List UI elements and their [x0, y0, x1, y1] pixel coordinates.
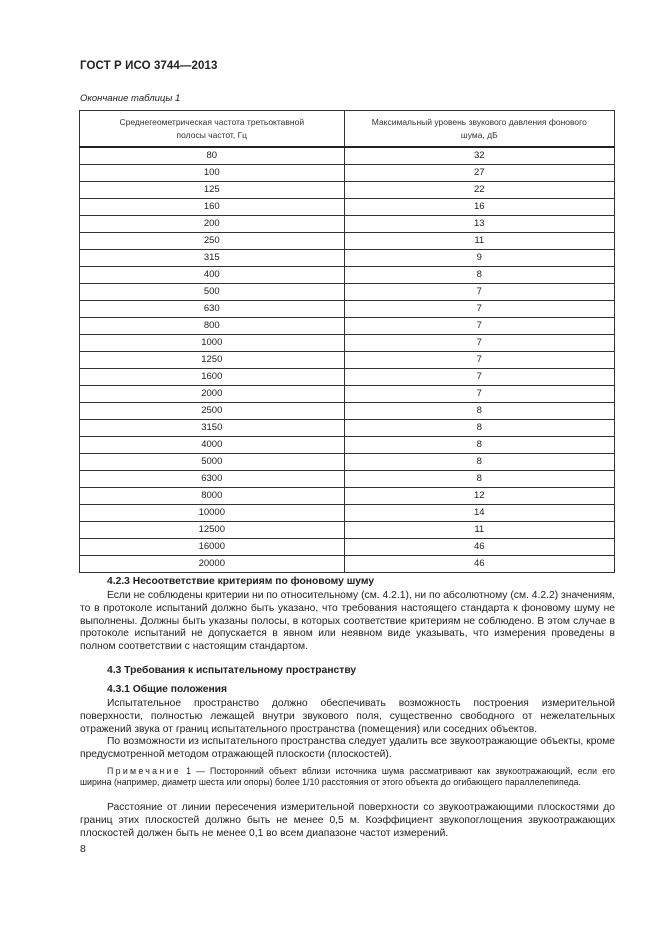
noise-level-cell: 22	[344, 182, 614, 199]
table-row	[80, 386, 615, 403]
table-row	[80, 556, 615, 573]
section-423-heading: 4.2.3 Несоответствие критериям по фоновому шуму	[107, 576, 375, 587]
frequency-cell: 630	[80, 301, 345, 318]
section-431-body	[80, 698, 615, 762]
noise-level-cell: 8	[344, 267, 614, 284]
noise-level-cell: 7	[344, 386, 614, 403]
frequency-cell: 4000	[80, 437, 345, 454]
noise-level-cell: 12	[344, 488, 614, 505]
noise-level-cell: 14	[344, 505, 614, 522]
frequency-cell: 80	[80, 147, 345, 165]
frequency-cell: 6300	[80, 471, 345, 488]
frequency-cell: 1250	[80, 352, 345, 369]
note-block	[80, 766, 615, 788]
column-header-frequency	[80, 111, 345, 148]
column-header-noise-level	[344, 111, 614, 148]
table-row	[80, 267, 615, 284]
table-row	[80, 318, 615, 335]
table-row	[80, 233, 615, 250]
frequency-cell: 16000	[80, 539, 345, 556]
table-row	[80, 403, 615, 420]
frequency-cell: 12500	[80, 522, 345, 539]
table-row	[80, 539, 615, 556]
noise-level-cell: 46	[344, 539, 614, 556]
table-row	[80, 471, 615, 488]
section-431-paragraph-2: По возможности из испытательного пространства следует удалить все звукоотражающие объекты, кроме предусмотренной методом отражающей плоскости (плоскостей).	[80, 736, 615, 761]
section-431-paragraph-1: Испытательное пространство должно обеспечивать возможность построения измерительной поверхности, полностью лежащей внутри звукового поля, существенно свободного от нежелательных отражений звука от границ испытательного пространства (помещения) или соседних объектов.	[80, 698, 615, 735]
table-caption: Окончание таблицы 1	[80, 93, 181, 104]
frequency-cell: 125	[80, 182, 345, 199]
noise-level-cell: 7	[344, 352, 614, 369]
section-431-body-continued	[80, 802, 615, 840]
noise-level-cell: 11	[344, 233, 614, 250]
table-row	[80, 301, 615, 318]
table-row	[80, 335, 615, 352]
page-number: 8	[80, 843, 86, 855]
table-row	[80, 284, 615, 301]
frequency-table	[79, 110, 615, 573]
frequency-cell: 1000	[80, 335, 345, 352]
noise-level-cell: 7	[344, 318, 614, 335]
section-43-heading: 4.3 Требования к испытательному пространству	[107, 665, 357, 676]
table-row	[80, 369, 615, 386]
section-431-paragraph-3: Расстояние от линии пересечения измерительной поверхности со звукоотражающими плоскостями до границ этих плоскостей должно быть не менее 0,5 м. Коэффициент звукопоглощения звукоотражающих плоскостей должен быть не менее 0,1 во всем диапазоне частот измерений.	[80, 802, 615, 839]
frequency-cell: 315	[80, 250, 345, 267]
frequency-cell: 400	[80, 267, 345, 284]
frequency-cell: 10000	[80, 505, 345, 522]
noise-level-cell: 7	[344, 369, 614, 386]
frequency-cell: 160	[80, 199, 345, 216]
frequency-cell: 20000	[80, 556, 345, 573]
noise-level-cell: 27	[344, 165, 614, 182]
frequency-cell: 100	[80, 165, 345, 182]
frequency-cell: 1600	[80, 369, 345, 386]
frequency-cell: 8000	[80, 488, 345, 505]
table-row	[80, 147, 615, 165]
frequency-cell: 2500	[80, 403, 345, 420]
table-header-row	[80, 111, 615, 148]
noise-level-cell: 7	[344, 335, 614, 352]
frequency-cell: 3150	[80, 420, 345, 437]
table-body	[80, 147, 615, 573]
noise-level-cell: 8	[344, 403, 614, 420]
noise-level-cell: 13	[344, 216, 614, 233]
table-row	[80, 437, 615, 454]
noise-level-cell: 8	[344, 420, 614, 437]
table-row	[80, 488, 615, 505]
table-row	[80, 182, 615, 199]
noise-level-cell: 46	[344, 556, 614, 573]
noise-level-cell: 8	[344, 437, 614, 454]
table-row	[80, 165, 615, 182]
frequency-cell: 2000	[80, 386, 345, 403]
noise-level-cell: 11	[344, 522, 614, 539]
frequency-cell: 500	[80, 284, 345, 301]
table-row	[80, 454, 615, 471]
frequency-cell: 5000	[80, 454, 345, 471]
note-text: 1 — Посторонний объект вблизи источника шума рассматривают как звукоотражающий, если его ширина (например, диаметр шеста или опоры) более 1/10 расстояния от этого объекта до огибающего параллелепипеда.	[80, 766, 615, 787]
section-423-paragraph: Если не соблюдены критерии ни по относительному (см. 4.2.1), ни по абсолютному (см. 4.2.2) значениям, то в протоколе испытаний должно быть указано, что требования настоящего стандарта к фоновому шуму не выполнены. Должны быть указаны полосы, в которых соответствие критериям не соблюдено. В этом случае в протоколе испытаний не допускается в явном или неявном виде указывать, что измерения проведены в полном соответствии с настоящим стандартом.	[80, 590, 615, 653]
noise-level-cell: 9	[344, 250, 614, 267]
noise-level-cell: 16	[344, 199, 614, 216]
table-row	[80, 199, 615, 216]
noise-level-cell: 7	[344, 284, 614, 301]
table-row	[80, 352, 615, 369]
page-header: ГОСТ Р ИСО 3744—2013	[80, 60, 218, 72]
noise-level-cell: 7	[344, 301, 614, 318]
column-header-noise-level-text: Максимальный уровень звукового давления фонового шума, дБ	[371, 116, 587, 140]
noise-level-cell: 32	[344, 147, 614, 165]
table-row	[80, 505, 615, 522]
frequency-cell: 800	[80, 318, 345, 335]
section-431-heading: 4.3.1 Общие положения	[107, 684, 227, 695]
noise-level-cell: 8	[344, 454, 614, 471]
frequency-cell: 200	[80, 216, 345, 233]
frequency-cell: 250	[80, 233, 345, 250]
noise-level-cell: 8	[344, 471, 614, 488]
column-header-frequency-text: Среднегеометрическая частота третьоктавной полосы частот, Гц	[119, 116, 305, 140]
table-row	[80, 250, 615, 267]
table-row	[80, 420, 615, 437]
table-row	[80, 216, 615, 233]
note-paragraph	[80, 766, 615, 788]
section-423-body	[80, 590, 615, 654]
note-label: Примечание	[107, 766, 181, 776]
table-row	[80, 522, 615, 539]
